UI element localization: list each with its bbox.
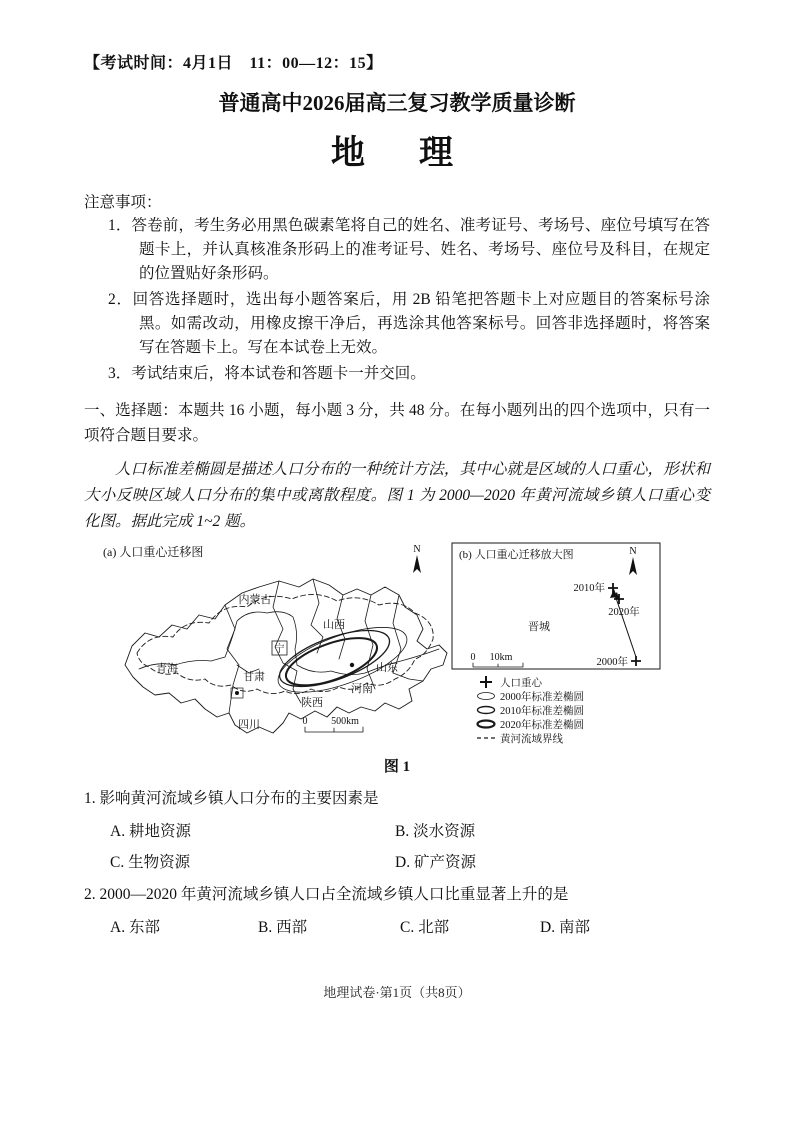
- legend-ellipse-2000-label: 2000年标准差椭圆: [500, 691, 584, 703]
- panel-b-frame: [452, 543, 660, 669]
- exam-title: 普通高中2026届高三复习教学质量诊断: [218, 91, 576, 115]
- option-1c: C. 生物资源: [110, 854, 191, 872]
- label-shaanxi: 陕西: [301, 696, 323, 709]
- label-2000: 2000年: [596, 656, 628, 668]
- option-2b: B. 西部: [258, 919, 308, 937]
- scale-bar-b: [471, 652, 524, 667]
- label-ningxia: 宁: [274, 643, 285, 655]
- option-2a: A. 东部: [110, 919, 160, 937]
- question-2: [84, 883, 710, 937]
- svg-text:0: 0: [470, 651, 476, 663]
- label-shandong: 山东: [376, 661, 398, 674]
- page-footer: 地理试卷·第1页（共8页）: [323, 985, 471, 1000]
- material-paragraph: 人口标准差椭圆是描述人口分布的一种统计方法，其中心就是区域的人口重心，形状和大小反映区域人口分布的集中或离散程度。图 1 为 2000—2020 年黄河流域乡镇人口重心变化图。据此完成 1~2 题。: [84, 460, 710, 530]
- figure-1: [84, 541, 710, 776]
- note-item-1: 1．答卷前，考生务必用黑色碳素笔将自己的姓名、准考证号、考场号、座位号填写在答题卡上，并认真核准条形码上的准考证号、姓名、考场号、座位号及科目，在规定的位置贴好条形码。: [108, 217, 710, 283]
- scale-bar-a: [303, 716, 364, 732]
- legend-centroid-label: 人口重心: [500, 677, 542, 689]
- svg-text:N: N: [413, 543, 421, 555]
- figure-legend: [477, 676, 584, 745]
- legend-ellipse-2010-icon: [478, 706, 495, 713]
- legend-boundary-label: 黄河流域界线: [500, 733, 563, 745]
- label-shanxi: 山西: [323, 618, 345, 631]
- question-2-stem: 2. 2000—2020 年黄河流域乡镇人口占全流域乡镇人口比重显著上升的是: [84, 886, 569, 904]
- label-qinghai: 青海: [156, 662, 178, 675]
- notes-heading: 注意事项：: [84, 194, 162, 211]
- option-1d: D. 矿产资源: [395, 854, 476, 872]
- subject-title: 地 理: [331, 135, 463, 172]
- question-1-options-row-1: [84, 819, 710, 841]
- city-dot: [235, 691, 239, 695]
- label-2010: 2010年: [573, 582, 605, 594]
- figure-1-graphic: [87, 541, 707, 753]
- legend-ellipse-2020-icon: [478, 720, 495, 727]
- north-arrow-b-icon: [629, 546, 637, 575]
- label-2020: 2020年: [608, 606, 640, 618]
- option-2c: C. 北部: [400, 919, 450, 937]
- question-1-options-row-2: [84, 850, 710, 872]
- note-item-3: 3．考试结束后，将本试卷和答题卡一并交回。: [108, 365, 426, 383]
- option-1b: B. 淡水资源: [395, 823, 476, 841]
- option-2d: D. 南部: [540, 919, 590, 937]
- svg-text:N: N: [629, 545, 637, 557]
- panel-a-title: (a) 人口重心迁移图: [103, 544, 204, 559]
- legend-ellipse-2020-label: 2020年标准差椭圆: [500, 719, 584, 731]
- label-jincheng: 晋城: [528, 620, 550, 633]
- label-neimenggu: 内蒙古: [238, 593, 272, 606]
- panel-a: [103, 544, 447, 733]
- legend-ellipse-2000-icon: [478, 692, 495, 699]
- label-gansu: 甘肃: [243, 670, 265, 683]
- question-1: [84, 787, 710, 872]
- legend-ellipse-2010-label: 2010年标准差椭圆: [500, 705, 584, 717]
- svg-text:0: 0: [302, 715, 308, 727]
- svg-text:500km: 500km: [331, 715, 359, 727]
- panel-b-title: (b) 人口重心迁移放大图: [459, 548, 574, 561]
- centroid-city-dot: [350, 663, 354, 667]
- question-2-options-row: [84, 915, 710, 937]
- figure-caption: 图 1: [383, 758, 411, 775]
- panel-b: [452, 543, 660, 669]
- option-1a: A. 耕地资源: [110, 823, 191, 841]
- note-item-2: 2．回答选择题时，选出每小题答案后，用 2B 铅笔把答题卡上对应题目的答案标号涂黑。如需改动，用橡皮擦干净后，再选涂其他答案标号。回答非选择题时，将答案写在答题卡上。写在本试卷上无效。: [108, 291, 710, 357]
- exam-time: 【考试时间：4月1日 11：00—12：15】: [84, 55, 383, 72]
- north-arrow-icon: [413, 544, 421, 573]
- notes-list: [108, 214, 710, 386]
- question-1-stem: 1. 影响黄河流域乡镇人口分布的主要因素是: [84, 789, 379, 807]
- legend-centroid-icon: [480, 676, 492, 688]
- svg-text:10km: 10km: [489, 651, 513, 663]
- centroid-2000-marker: [631, 656, 641, 666]
- label-sichuan: 四川: [238, 718, 260, 731]
- section-heading: 一、选择题：本题共 16 小题，每小题 3 分，共 48 分。在每小题列出的四个选项中，只有一项符合题目要求。: [84, 402, 710, 444]
- label-henan: 河南: [351, 682, 373, 695]
